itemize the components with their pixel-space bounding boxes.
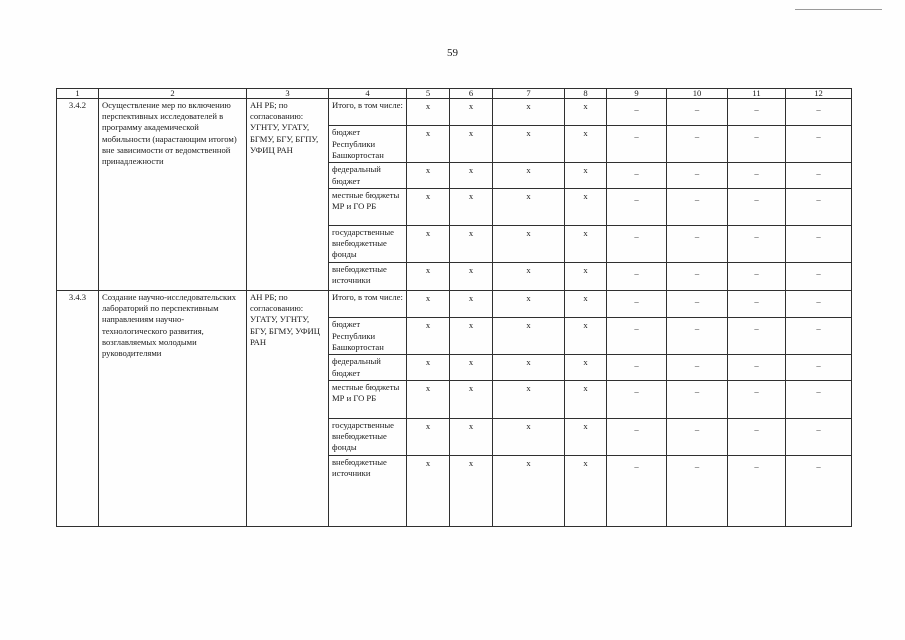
mark-cell: x xyxy=(493,318,565,355)
mark-cell: x xyxy=(407,455,450,526)
mark-cell: x xyxy=(565,163,607,189)
column-header: 6 xyxy=(450,89,493,99)
mark-cell: x xyxy=(450,290,493,317)
mark-cell: x xyxy=(407,318,450,355)
dash-cell: – xyxy=(786,381,852,418)
funding-source-label: федеральный бюджет xyxy=(329,163,407,189)
funding-source-label: местные бюджеты МР и ГО РБ xyxy=(329,381,407,418)
mark-cell: x xyxy=(450,381,493,418)
funding-source-label: местные бюджеты МР и ГО РБ xyxy=(329,189,407,225)
table-row xyxy=(57,290,852,317)
dash-cell: – xyxy=(607,455,667,526)
column-header: 11 xyxy=(728,89,786,99)
dash-cell: – xyxy=(667,99,728,126)
column-header: 7 xyxy=(493,89,565,99)
mark-cell: x xyxy=(565,318,607,355)
page-number: 59 xyxy=(447,47,458,59)
mark-cell: x xyxy=(450,99,493,126)
dash-cell: – xyxy=(786,455,852,526)
mark-cell: x xyxy=(493,262,565,290)
dash-cell: – xyxy=(728,163,786,189)
dash-cell: – xyxy=(667,189,728,225)
dash-cell: – xyxy=(728,126,786,163)
mark-cell: x xyxy=(407,126,450,163)
dash-cell: – xyxy=(607,418,667,455)
dash-cell: – xyxy=(786,225,852,262)
dash-cell: – xyxy=(607,189,667,225)
mark-cell: x xyxy=(450,318,493,355)
funding-source-label: Итого, в том числе: xyxy=(329,99,407,126)
funding-source-label: внебюджетные источники xyxy=(329,455,407,526)
mark-cell: x xyxy=(565,355,607,381)
measure-description: Создание научно-исследовательских лабораторий по перспективным направлениям научно-технологического развития, возглавляемых молодыми руководителями xyxy=(99,290,247,526)
funding-source-label: бюджет Республики Башкортостан xyxy=(329,126,407,163)
funding-source-label: бюджет Республики Башкортостан xyxy=(329,318,407,355)
column-header: 1 xyxy=(57,89,99,99)
dash-cell: – xyxy=(667,290,728,317)
funding-source-label: Итого, в том числе: xyxy=(329,290,407,317)
dash-cell: – xyxy=(607,262,667,290)
mark-cell: x xyxy=(493,381,565,418)
scan-top-line xyxy=(795,9,882,10)
measure-code: 3.4.2 xyxy=(57,99,99,291)
measure-code: 3.4.3 xyxy=(57,290,99,526)
mark-cell: x xyxy=(450,355,493,381)
mark-cell: x xyxy=(565,418,607,455)
dash-cell: – xyxy=(667,455,728,526)
mark-cell: x xyxy=(407,163,450,189)
dash-cell: – xyxy=(786,189,852,225)
column-header: 9 xyxy=(607,89,667,99)
mark-cell: x xyxy=(450,225,493,262)
dash-cell: – xyxy=(667,418,728,455)
mark-cell: x xyxy=(407,418,450,455)
funding-source-label: федеральный бюджет xyxy=(329,355,407,381)
mark-cell: x xyxy=(407,225,450,262)
column-header: 5 xyxy=(407,89,450,99)
dash-cell: – xyxy=(728,189,786,225)
mark-cell: x xyxy=(565,455,607,526)
table-body xyxy=(57,89,852,527)
measure-executors: АН РБ; по согласованию: УГАТУ, УГНТУ, БГУ, БГМУ, УФИЦ РАН xyxy=(247,290,329,526)
mark-cell: x xyxy=(565,99,607,126)
measure-description: Осуществление мер по включению перспективных исследователей в программу академической мобильности (нарастающим итогом) вне зависимости от ведомственной принадлежности xyxy=(99,99,247,291)
mark-cell: x xyxy=(407,290,450,317)
mark-cell: x xyxy=(407,355,450,381)
mark-cell: x xyxy=(565,189,607,225)
column-header: 10 xyxy=(667,89,728,99)
mark-cell: x xyxy=(407,381,450,418)
dash-cell: – xyxy=(786,418,852,455)
dash-cell: – xyxy=(728,355,786,381)
column-header: 3 xyxy=(247,89,329,99)
dash-cell: – xyxy=(786,290,852,317)
dash-cell: – xyxy=(607,225,667,262)
dash-cell: – xyxy=(786,163,852,189)
table-row xyxy=(57,99,852,126)
column-header: 12 xyxy=(786,89,852,99)
mark-cell: x xyxy=(565,381,607,418)
dash-cell: – xyxy=(667,262,728,290)
mark-cell: x xyxy=(407,99,450,126)
column-header: 8 xyxy=(565,89,607,99)
mark-cell: x xyxy=(450,455,493,526)
dash-cell: – xyxy=(728,455,786,526)
column-header: 4 xyxy=(329,89,407,99)
mark-cell: x xyxy=(565,262,607,290)
mark-cell: x xyxy=(407,262,450,290)
mark-cell: x xyxy=(493,225,565,262)
dash-cell: – xyxy=(607,290,667,317)
mark-cell: x xyxy=(450,262,493,290)
dash-cell: – xyxy=(728,418,786,455)
dash-cell: – xyxy=(607,355,667,381)
dash-cell: – xyxy=(607,99,667,126)
mark-cell: x xyxy=(493,355,565,381)
mark-cell: x xyxy=(450,189,493,225)
dash-cell: – xyxy=(786,318,852,355)
mark-cell: x xyxy=(450,163,493,189)
dash-cell: – xyxy=(667,318,728,355)
dash-cell: – xyxy=(607,318,667,355)
mark-cell: x xyxy=(450,126,493,163)
measure-executors: АН РБ; по согласованию: УГНТУ, УГАТУ, БГМУ, БГУ, БГПУ, УФИЦ РАН xyxy=(247,99,329,291)
dash-cell: – xyxy=(667,355,728,381)
dash-cell: – xyxy=(728,381,786,418)
dash-cell: – xyxy=(607,126,667,163)
dash-cell: – xyxy=(728,318,786,355)
mark-cell: x xyxy=(493,189,565,225)
dash-cell: – xyxy=(728,225,786,262)
funding-source-label: государственные внебюджетные фонды xyxy=(329,418,407,455)
mark-cell: x xyxy=(493,126,565,163)
mark-cell: x xyxy=(493,418,565,455)
mark-cell: x xyxy=(493,290,565,317)
dash-cell: – xyxy=(786,355,852,381)
dash-cell: – xyxy=(667,126,728,163)
dash-cell: – xyxy=(786,126,852,163)
mark-cell: x xyxy=(450,418,493,455)
dash-cell: – xyxy=(728,262,786,290)
mark-cell: x xyxy=(493,455,565,526)
mark-cell: x xyxy=(565,225,607,262)
dash-cell: – xyxy=(786,99,852,126)
dash-cell: – xyxy=(728,290,786,317)
column-header-row xyxy=(57,89,852,99)
mark-cell: x xyxy=(565,126,607,163)
dash-cell: – xyxy=(667,381,728,418)
mark-cell: x xyxy=(407,189,450,225)
funding-source-label: внебюджетные источники xyxy=(329,262,407,290)
mark-cell: x xyxy=(493,99,565,126)
mark-cell: x xyxy=(493,163,565,189)
column-header: 2 xyxy=(99,89,247,99)
dash-cell: – xyxy=(607,163,667,189)
financing-table xyxy=(56,88,852,527)
dash-cell: – xyxy=(667,163,728,189)
dash-cell: – xyxy=(667,225,728,262)
dash-cell: – xyxy=(607,381,667,418)
dash-cell: – xyxy=(786,262,852,290)
mark-cell: x xyxy=(565,290,607,317)
funding-source-label: государственные внебюджетные фонды xyxy=(329,225,407,262)
dash-cell: – xyxy=(728,99,786,126)
